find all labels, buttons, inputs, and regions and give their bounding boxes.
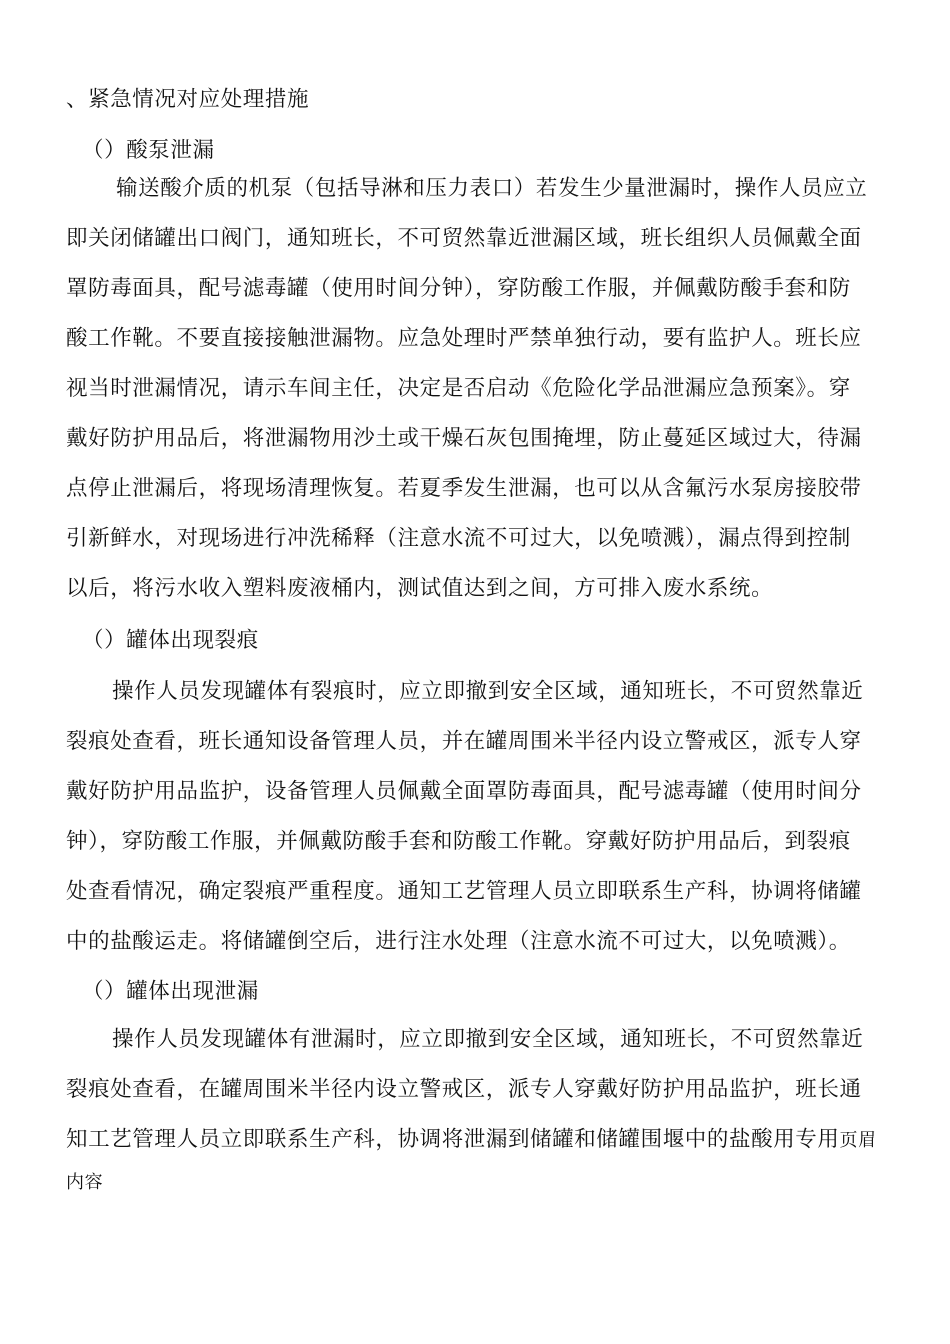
paragraph-line: 操作人员发现罐体有裂痕时，应立即撤到安全区域，通知班长，不可贸然靠近	[112, 679, 864, 704]
paragraph-line: 视当时泄漏情况，请示车间主任，决定是否启动《危险化学品泄漏应急预案》。穿	[66, 376, 851, 401]
paragraph-line: 以后，将污水收入塑料废液桶内，测试值达到之间，方可排入废水系统。	[66, 576, 774, 601]
paragraph-line: 戴好防护用品后，将泄漏物用沙土或干燥石灰包围掩埋，防止蔓延区域过大，待漏	[66, 426, 862, 451]
paragraph-line: 输送酸介质的机泵（包括导淋和压力表口）若发生少量泄漏时，操作人员应立	[116, 176, 868, 201]
paragraph-line: 酸工作靴。不要直接接触泄漏物。应急处理时严禁单独行动，要有监护人。班长应	[66, 326, 862, 351]
section-heading-acid-pump-leak: （）酸泵泄漏	[82, 138, 215, 163]
paragraph-line: 罩防毒面具，配号滤毒罐（使用时间分钟），穿防酸工作服，并佩戴防酸手套和防	[66, 276, 851, 301]
content-label-text: 内容	[66, 1172, 104, 1193]
paragraph-line: 裂痕处查看，班长通知设备管理人员，并在罐周围米半径内设立警戒区，派专人穿	[66, 729, 862, 754]
paragraph-line: 钟），穿防酸工作服，并佩戴防酸手套和防酸工作靴。穿戴好防护用品后，到裂痕	[66, 829, 851, 854]
paragraph-line: 点停止泄漏后，将现场清理恢复。若夏季发生泄漏，也可以从含氟污水泵房接胶带	[66, 476, 862, 501]
paragraph-line: 即关闭储罐出口阀门，通知班长，不可贸然靠近泄漏区域，班长组织人员佩戴全面	[66, 226, 862, 251]
section-heading-tank-leak: （）罐体出现泄漏	[82, 979, 259, 1004]
section-main-heading: 、紧急情况对应处理措施	[66, 87, 310, 112]
paragraph-text: 知工艺管理人员立即联系生产科，协调将泄漏到储罐和储罐围堰中的盐酸用专用	[66, 1127, 840, 1152]
paragraph-line: 裂痕处查看，在罐周围米半径内设立警戒区，派专人穿戴好防护用品监护，班长通	[66, 1077, 862, 1102]
section-heading-tank-crack: （）罐体出现裂痕	[82, 628, 259, 653]
paragraph-line: 中的盐酸运走。将储罐倒空后，进行注水处理（注意水流不可过大，以免喷溅）。	[66, 929, 851, 954]
paragraph-line-with-header-tail	[66, 1126, 877, 1155]
header-label-text: 页眉	[839, 1130, 877, 1151]
paragraph-line: 处查看情况，确定裂痕严重程度。通知工艺管理人员立即联系生产科，协调将储罐	[66, 879, 862, 904]
paragraph-line: 戴好防护用品监护，设备管理人员佩戴全面罩防毒面具，配号滤毒罐（使用时间分	[66, 779, 862, 804]
paragraph-line: 引新鲜水，对现场进行冲洗稀释（注意水流不可过大，以免喷溅），漏点得到控制	[66, 526, 851, 551]
paragraph-line: 操作人员发现罐体有泄漏时，应立即撤到安全区域，通知班长，不可贸然靠近	[112, 1027, 864, 1052]
